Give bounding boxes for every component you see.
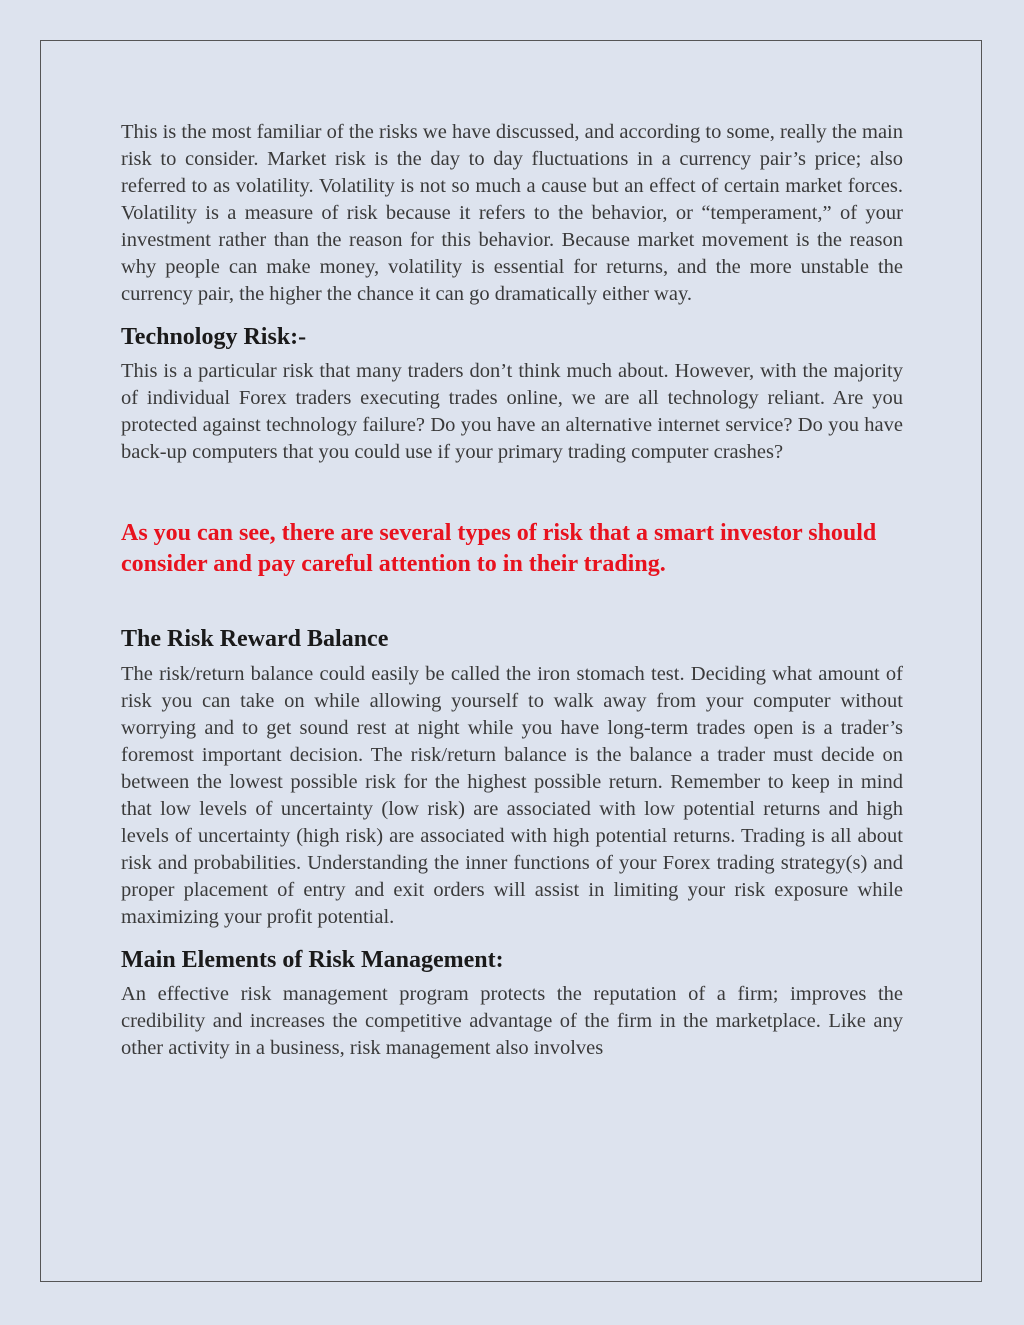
market-risk-paragraph: This is the most familiar of the risks we have discussed, and according to some, really the main risk to consider. Market risk is the day to day fluctuations in a currency pair’s price; also referred to as volatility. Volatility is not so much a cause but an effect of certain market forces. Volatility is a measure of risk because it refers to the behavior, or “temperament,” of your investment rather than the reason for this behavior. Because market movement is the reason why people can make money, volatility is essential for returns, and the more unstable the currency pair, the higher the chance it can go dramatically either way. — [121, 121, 903, 305]
main-elements-heading: Main Elements of Risk Management: — [121, 947, 504, 973]
risk-reward-balance-heading: The Risk Reward Balance — [121, 626, 389, 652]
technology-risk-paragraph: This is a particular risk that many traders don’t think much about. However, with the majority of individual Forex traders executing trades online, we are all technology reliant. Are you protected against technology failure? Do you have an alternative internet service? Do you have back-up computers that you could use if your primary trading computer crashes? — [121, 360, 903, 463]
technology-risk-heading: Technology Risk:- — [121, 324, 307, 350]
risk-callout: As you can see, there are several types of risk that a smart investor should consider and pay careful attention to in their trading. — [121, 520, 877, 577]
document-content — [121, 119, 903, 1062]
main-elements-paragraph: An effective risk management program protects the reputation of a firm; improves the credibility and increases the competitive advantage of the firm in the marketplace. Like any other activity in a business, risk management also involves — [121, 983, 903, 1059]
risk-reward-balance-paragraph: The risk/return balance could easily be called the iron stomach test. Deciding what amount of risk you can take on while allowing yourself to walk away from your computer without worrying and to get sound rest at night while you have long-term trades open is a trader’s foremost important decision. The risk/return balance is the balance a trader must decide on between the lowest possible risk for the highest possible return. Remember to keep in mind that low levels of uncertainty (low risk) are associated with low potential returns and high levels of uncertainty (high risk) are associated with high potential returns. Trading is all about risk and probabilities. Understanding the inner functions of your Forex trading strategy(s) and proper placement of entry and exit orders will assist in limiting your risk exposure while maximizing your profit potential. — [121, 663, 903, 928]
